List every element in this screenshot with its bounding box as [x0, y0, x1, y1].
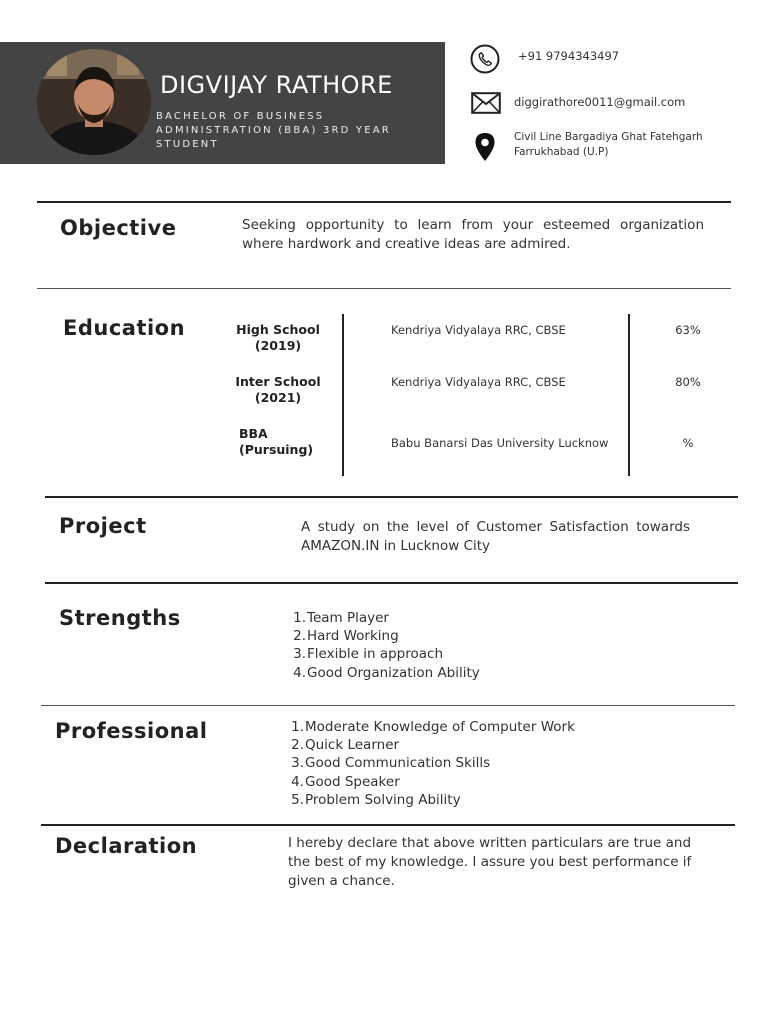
objective-title: Objective [60, 216, 177, 240]
project-title: Project [59, 514, 147, 538]
education-school: Kendriya Vidyalaya RRC, CBSE [391, 375, 566, 389]
list-item: 1. Moderate Knowledge of Computer Work [291, 719, 575, 735]
strengths-list [289, 609, 480, 682]
column-divider [628, 314, 630, 476]
education-school: Babu Banarsi Das University Lucknow [391, 436, 609, 450]
divider [37, 201, 731, 203]
list-item: 2. Quick Learner [291, 737, 400, 754]
list-item: 4. Good Speaker [291, 773, 400, 790]
strengths-title: Strengths [59, 606, 181, 630]
education-score: % [682, 436, 694, 450]
education-level: Inter School (2021) [235, 374, 321, 405]
list-item: 5. Problem Solving Ability [291, 791, 461, 808]
education-level: High School (2019) [236, 322, 320, 353]
profile-photo [37, 49, 151, 155]
email-address: diggirathore0011@gmail.com [514, 95, 686, 109]
objective-text: Seeking opportunity to learn from your esteemed organization where hardwork and creative ideas are admired. [242, 217, 704, 252]
column-divider [342, 314, 344, 476]
education-score: 80% [675, 375, 701, 389]
list-item: 2. Hard Working [293, 628, 399, 645]
address: Civil Line Bargadiya Ghat Fatehgarh Farrukhabad (U.P) [514, 131, 703, 158]
divider [45, 582, 738, 584]
divider [37, 288, 731, 289]
professional-list [287, 718, 575, 809]
project-text: A study on the level of Customer Satisfaction towards AMAZON.IN in Lucknow City [301, 519, 690, 554]
list-item: 4. Good Organization Ability [293, 664, 480, 681]
envelope-icon [471, 92, 501, 118]
list-item: 3. Flexible in approach [293, 646, 444, 663]
declaration-text: I hereby declare that above written particulars are true and the best of my knowledge. I assure you best performance if given a chance. [288, 835, 692, 889]
education-level: BBA (Pursuing) [239, 426, 314, 457]
divider [45, 496, 738, 498]
education-school: Kendriya Vidyalaya RRC, CBSE [391, 323, 566, 337]
declaration-title: Declaration [55, 834, 198, 858]
divider [41, 705, 735, 706]
professional-title: Professional [55, 719, 208, 743]
education-score: 63% [675, 323, 701, 337]
list-item: 1. Team Player [293, 610, 389, 626]
education-title: Education [63, 316, 186, 340]
divider [41, 824, 735, 826]
candidate-name: DIGVIJAY RATHORE [160, 71, 393, 99]
phone-icon [469, 44, 501, 78]
phone-number: +91 9794343497 [518, 49, 620, 63]
candidate-subtitle: BACHELOR OF BUSINESS ADMINISTRATION (BBA) 3RD YEAR STUDENT [156, 111, 391, 150]
map-pin-icon [474, 132, 496, 166]
list-item: 3. Good Communication Skills [291, 755, 491, 772]
